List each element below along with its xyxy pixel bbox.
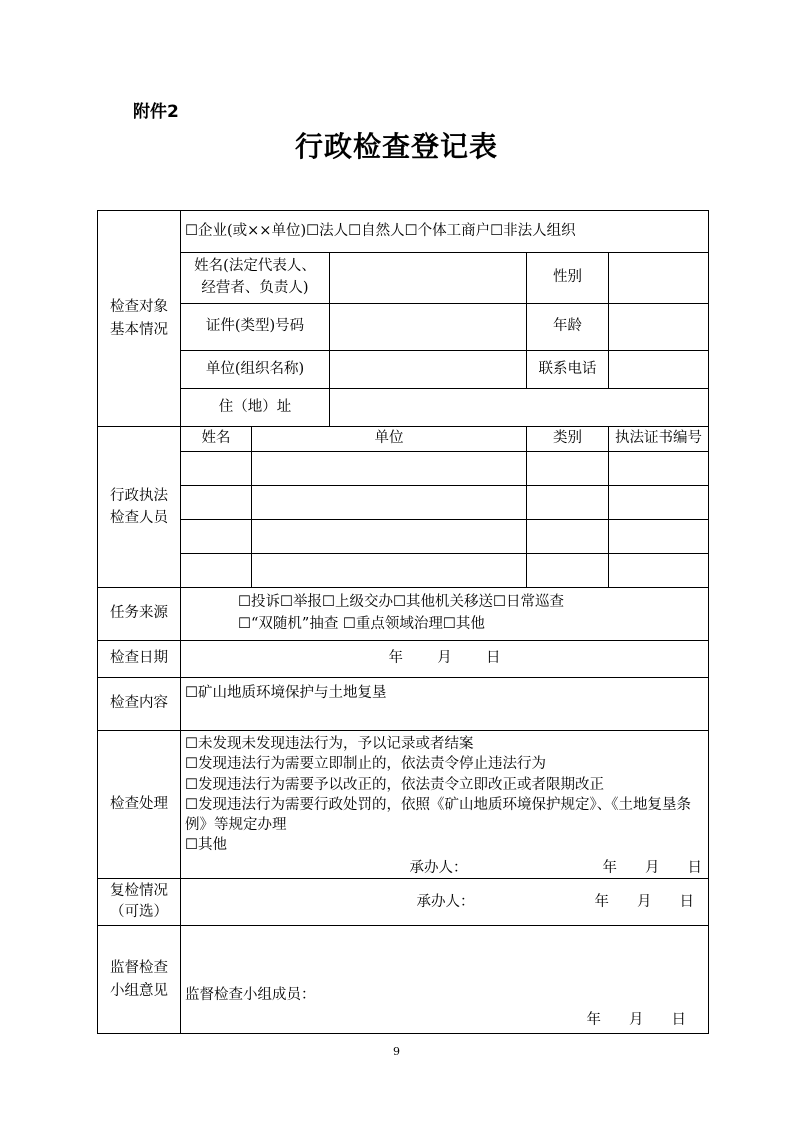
- handling-option: ☐其他: [185, 837, 227, 854]
- inspector-unit-cell[interactable]: [252, 452, 527, 486]
- age-field[interactable]: [609, 304, 709, 351]
- recheck-field[interactable]: [181, 879, 709, 926]
- inspector-cert-cell[interactable]: [609, 554, 709, 588]
- name-label: 姓名(法定代表人、经营者、负责人): [181, 253, 330, 304]
- inspector-category-cell[interactable]: [527, 486, 609, 520]
- page-number: 9: [393, 1045, 400, 1058]
- supervision-label: 监督检查小组意见: [98, 926, 181, 1034]
- inspection-content-label: 检查内容: [98, 678, 181, 731]
- handling-label: 检查处理: [98, 731, 181, 879]
- recheck-handler-label: 承办人：: [416, 893, 475, 910]
- supervision-signature: [185, 1010, 704, 1031]
- annex-label: 附件2: [133, 102, 179, 122]
- recheck-month: 月: [637, 893, 652, 910]
- inspector-header-name: 姓名: [181, 427, 252, 452]
- inspector-category-cell[interactable]: [527, 554, 609, 588]
- inspector-header-unit: 单位: [252, 427, 527, 452]
- inspector-cert-cell[interactable]: [609, 520, 709, 554]
- handling-handler-label: 承办人：: [409, 859, 468, 876]
- inspectors-section-label: 行政执法检查人员: [98, 427, 181, 588]
- organization-label: 单位(组织名称): [181, 351, 330, 389]
- inspector-category-cell[interactable]: [527, 452, 609, 486]
- phone-field[interactable]: [609, 351, 709, 389]
- address-field[interactable]: [330, 389, 709, 427]
- date-day: 日: [485, 650, 501, 667]
- handling-year: 年: [602, 859, 617, 876]
- task-source-line-2: ☐“双随机”抽查 ☐重点领域治理☐其他: [238, 616, 485, 632]
- supervision-day: 日: [671, 1012, 686, 1029]
- inspector-row: [98, 452, 709, 486]
- inspection-date-field[interactable]: [181, 641, 709, 678]
- handling-options[interactable]: [181, 731, 709, 879]
- recheck-signature: [185, 892, 704, 913]
- name-field[interactable]: [330, 253, 527, 304]
- inspector-category-cell[interactable]: [527, 520, 609, 554]
- inspector-row: [98, 486, 709, 520]
- organization-field[interactable]: [330, 351, 527, 389]
- inspector-unit-cell[interactable]: [252, 520, 527, 554]
- handling-option: ☐发现违法行为需要立即制止的，依法责令停止违法行为: [185, 756, 546, 773]
- supervision-month: 月: [629, 1012, 644, 1029]
- inspector-name-cell[interactable]: [181, 452, 252, 486]
- page-title: 行政检查登记表: [294, 130, 498, 163]
- handling-option: ☐发现违法行为需要予以改正的，依法责令立即改正或者限期改正: [185, 776, 604, 793]
- handling-option: ☐未发现未发现违法行为，予以记录或者结案: [185, 736, 474, 752]
- age-label: 年龄: [527, 304, 609, 351]
- id-number-field[interactable]: [330, 304, 527, 351]
- supervision-members-label: 监督检查小组成员：: [185, 987, 316, 1004]
- inspector-header-category: 类别: [527, 427, 609, 452]
- inspector-name-cell[interactable]: [181, 520, 252, 554]
- inspection-form: [97, 210, 709, 1034]
- recheck-day: 日: [679, 893, 694, 910]
- handling-signature: [185, 858, 704, 878]
- recheck-label: 复检情况 （可选）: [98, 879, 181, 926]
- inspection-date-label: 检查日期: [98, 641, 181, 678]
- date-month: 月: [437, 650, 452, 667]
- inspector-unit-cell[interactable]: [252, 486, 527, 520]
- id-number-label: 证件(类型)号码: [181, 304, 330, 351]
- handling-option: ☐发现违法行为需要行政处罚的，依照《矿山地质环境保护规定》、《土地复垦条例》等规定办理: [185, 796, 691, 834]
- inspector-name-cell[interactable]: [181, 554, 252, 588]
- supervision-year: 年: [586, 1012, 601, 1029]
- inspector-unit-cell[interactable]: [252, 554, 527, 588]
- inspector-cert-cell[interactable]: [609, 452, 709, 486]
- handling-day: 日: [687, 859, 702, 876]
- inspector-cert-cell[interactable]: [609, 486, 709, 520]
- inspector-header-cert: 执法证书编号: [609, 427, 709, 452]
- gender-field[interactable]: [609, 253, 709, 304]
- inspection-content-value[interactable]: ☐矿山地质环境保护与土地复垦: [181, 678, 709, 731]
- gender-label: 性别: [527, 253, 609, 304]
- inspector-name-cell[interactable]: [181, 486, 252, 520]
- phone-label: 联系电话: [527, 351, 609, 389]
- handling-month: 月: [645, 859, 660, 876]
- date-year: 年: [388, 650, 404, 667]
- supervision-field[interactable]: [181, 926, 709, 1034]
- subject-type-options: ☐企业(或××单位)☐法人☐自然人☐个体工商户☐非法人组织: [181, 211, 709, 253]
- task-source-options[interactable]: [181, 588, 709, 641]
- recheck-year: 年: [594, 893, 609, 910]
- inspector-row: [98, 554, 709, 588]
- task-source-line-1: ☐投诉☐举报☐上级交办☐其他机关移送☐日常巡查: [238, 594, 564, 611]
- inspector-row: [98, 520, 709, 554]
- address-label: 住（地）址: [181, 389, 330, 427]
- subject-section-label: 检查对象基本情况: [98, 211, 181, 427]
- task-source-label: 任务来源: [98, 588, 181, 641]
